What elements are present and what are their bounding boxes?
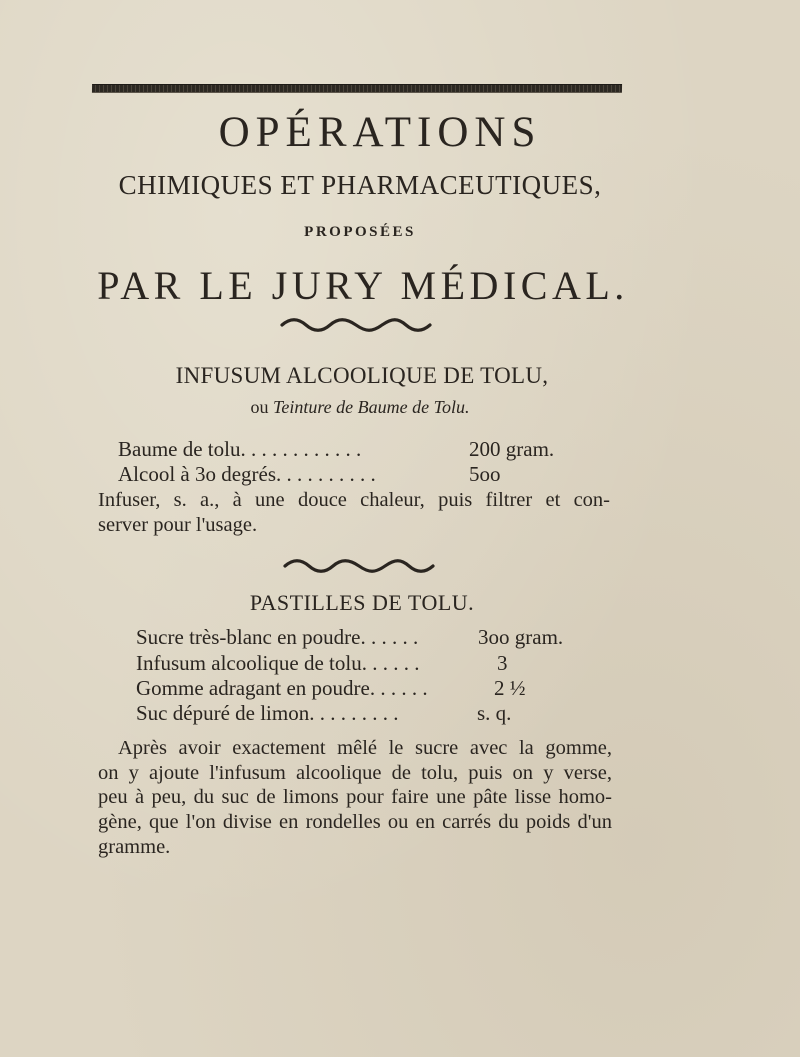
- ingredient-label: Baume de tolu. . . . . . . . . . . .: [118, 437, 362, 461]
- ingredient-label: Gomme adragant en poudre. . . . . .: [136, 676, 428, 700]
- paragraph-line: server pour l'usage.: [98, 513, 258, 536]
- instructions-paragraph-pastilles: [98, 736, 612, 860]
- jury-heading: PAR LE JURY MÉDICAL.: [97, 263, 629, 308]
- ingredient-label: Infusum alcoolique de tolu. . . . . .: [136, 651, 420, 675]
- section-title-infusum: INFUSUM ALCOOLIQUE DE TOLU,: [175, 363, 549, 388]
- paragraph-line: on y ajoute l'infusum alcoolique de tolu, puis on y verse,: [98, 761, 612, 784]
- ingredient-quantity: s. q.: [477, 701, 512, 725]
- subtitle-prefix: ou: [250, 397, 269, 417]
- ingredient-label: Alcool à 3o degrés. . . . . . . . . .: [118, 462, 376, 486]
- subtitle-italic: Teinture de Baume de Tolu.: [273, 397, 470, 417]
- section-title-pastilles: PASTILLES DE TOLU.: [249, 590, 475, 615]
- instructions-paragraph-infusum: [98, 488, 610, 537]
- ingredient-quantity: 3: [497, 651, 508, 675]
- proposees-label: PROPOSÉES: [304, 224, 416, 240]
- ornament-divider-icon: [283, 558, 435, 574]
- page-subtitle: CHIMIQUES ET PHARMACEUTIQUES,: [118, 170, 602, 200]
- page-title: OPÉRATIONS: [218, 109, 542, 156]
- ingredient-label: Sucre très-blanc en poudre. . . . . .: [136, 625, 419, 649]
- ingredient-quantity: 200 gram.: [469, 437, 555, 461]
- paragraph-line: Après avoir exactement mêlé le sucre avec la gomme,: [118, 737, 612, 759]
- section-subtitle-infusum: [0, 397, 720, 418]
- ornament-divider-icon: [280, 317, 432, 333]
- ingredient-quantity: 3oo gram.: [478, 625, 564, 649]
- paragraph-line: Infuser, s. a., à une douce chaleur, puis filtrer et con-: [98, 489, 610, 511]
- paragraph-line: gramme.: [98, 835, 171, 858]
- ingredient-quantity: 5oo: [469, 462, 501, 486]
- top-rule-divider: [92, 84, 622, 93]
- ingredient-label: Suc dépuré de limon. . . . . . . . .: [136, 701, 399, 725]
- paragraph-line: gène, que l'on divise en rondelles ou en carrés du poids d'un: [98, 811, 612, 834]
- ingredient-quantity: 2 ½: [494, 676, 526, 700]
- paragraph-line: peu à peu, du suc de limons pour faire une pâte lisse homo-: [98, 786, 612, 809]
